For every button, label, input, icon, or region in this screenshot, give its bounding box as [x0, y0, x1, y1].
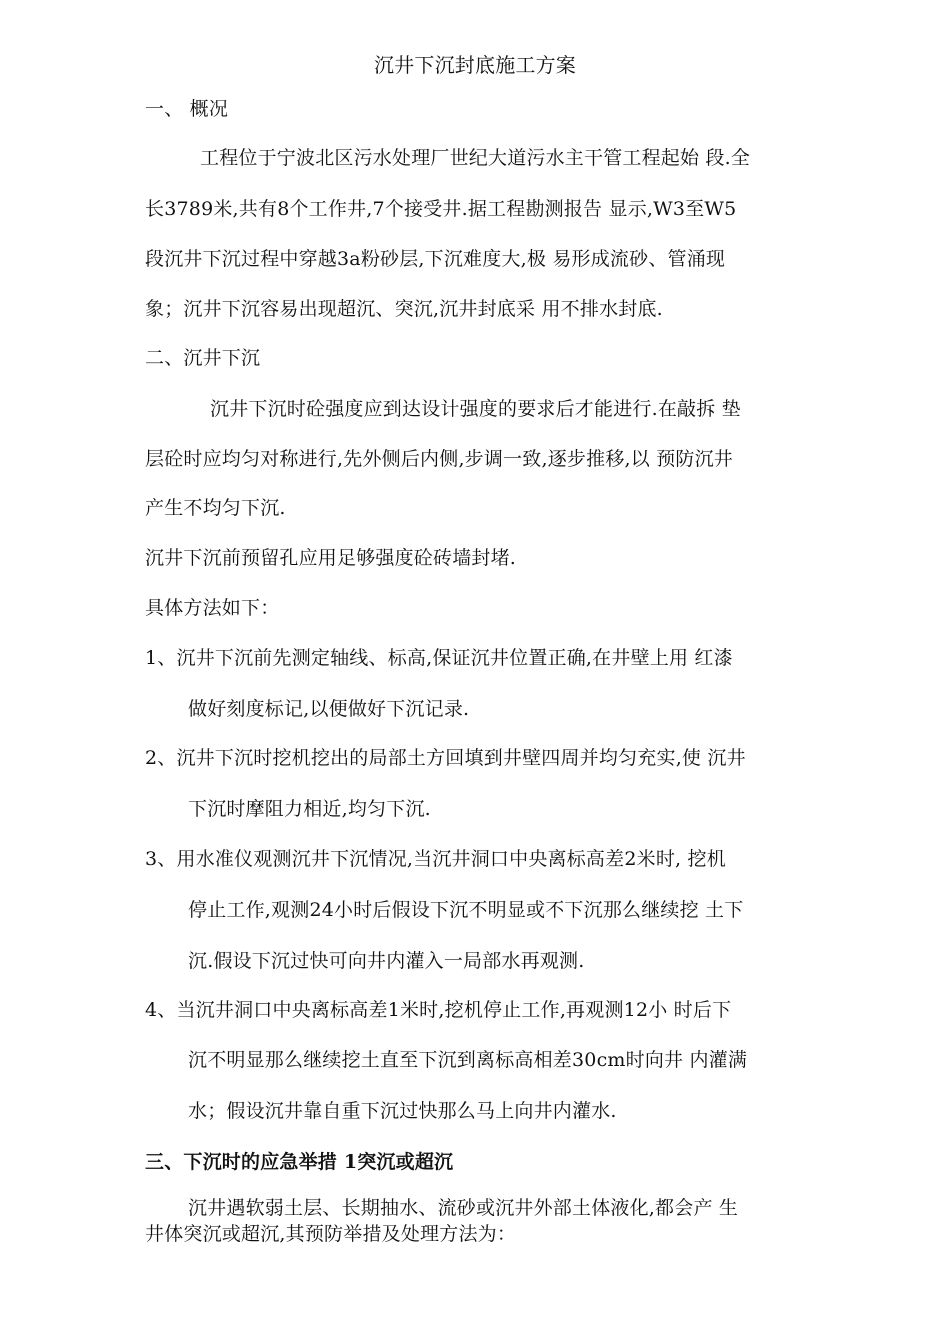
section-heading-sinking: 二、沉井下沉: [145, 347, 261, 369]
method-intro: 具体方法如下：: [145, 597, 280, 619]
method-item-4-continuation: 沉不明显那么继续挖土直至下沉到离标高相差30cm时向井 内灌满: [188, 1049, 748, 1071]
method-item-3-continuation: 沉.假设下沉过快可向井内灌入一局部水再观测.: [188, 950, 585, 972]
method-item-1-continuation: 做好刻度标记,以便做好下沉记录.: [188, 698, 470, 720]
overview-paragraph-line: 段沉井下沉过程中穿越3a粉砂层,下沉难度大,极 易形成流砂、管涌现: [145, 248, 726, 270]
method-item-4: 4、当沉井洞口中央离标高差1米时,挖机停止工作,再观测12小 时后下: [145, 999, 732, 1021]
document-title: 沉井下沉封底施工方案: [374, 53, 576, 77]
section-heading-overview: 一、 概况: [145, 98, 229, 120]
method-item-4-continuation: 水；假设沉井靠自重下沉过快那么马上向井内灌水.: [188, 1100, 617, 1122]
sinking-paragraph-line: 沉井下沉时砼强度应到达设计强度的要求后才能进行.在敲拆 垫: [210, 398, 741, 420]
method-item-3-continuation: 停止工作,观测24小时后假设下沉不明显或不下沉那么继续挖 土下: [188, 899, 744, 921]
overview-paragraph-line: 象；沉井下沉容易出现超沉、突沉,沉井封底采 用不排水封底.: [145, 298, 663, 320]
method-item-3: 3、用水准仪观测沉井下沉情况,当沉井洞口中央离标高差2米时, 挖机: [145, 848, 726, 870]
sealing-note: 沉井下沉前预留孔应用足够强度砼砖墙封堵.: [145, 547, 517, 569]
overview-paragraph-line: 长3789米,共有8个工作井,7个接受井.据工程勘测报告 显示,W3至W5: [145, 198, 737, 220]
method-item-2-continuation: 下沉时摩阻力相近,均匀下沉.: [188, 798, 431, 820]
overview-paragraph-line: 工程位于宁波北区污水处理厂世纪大道污水主干管工程起始 段.全: [200, 147, 751, 169]
sinking-paragraph-line: 产生不均匀下沉.: [145, 497, 286, 519]
sinking-paragraph-line: 层砼时应均匀对称进行,先外侧后内侧,步调一致,逐步推移,以 预防沉井: [145, 448, 733, 470]
section-heading-emergency: 三、下沉时的应急举措 1突沉或超沉: [145, 1151, 454, 1173]
method-item-2: 2、沉井下沉时挖机挖出的局部土方回填到井壁四周并均匀充实,使 沉井: [145, 747, 746, 769]
method-item-1: 1、沉井下沉前先测定轴线、标高,保证沉井位置正确,在井壁上用 红漆: [145, 647, 733, 669]
emergency-paragraph-line: 井体突沉或超沉,其预防举措及处理方法为：: [145, 1223, 517, 1245]
emergency-paragraph-line: 沉井遇软弱土层、长期抽水、流砂或沉井外部土体液化,都会产 生: [188, 1197, 739, 1219]
